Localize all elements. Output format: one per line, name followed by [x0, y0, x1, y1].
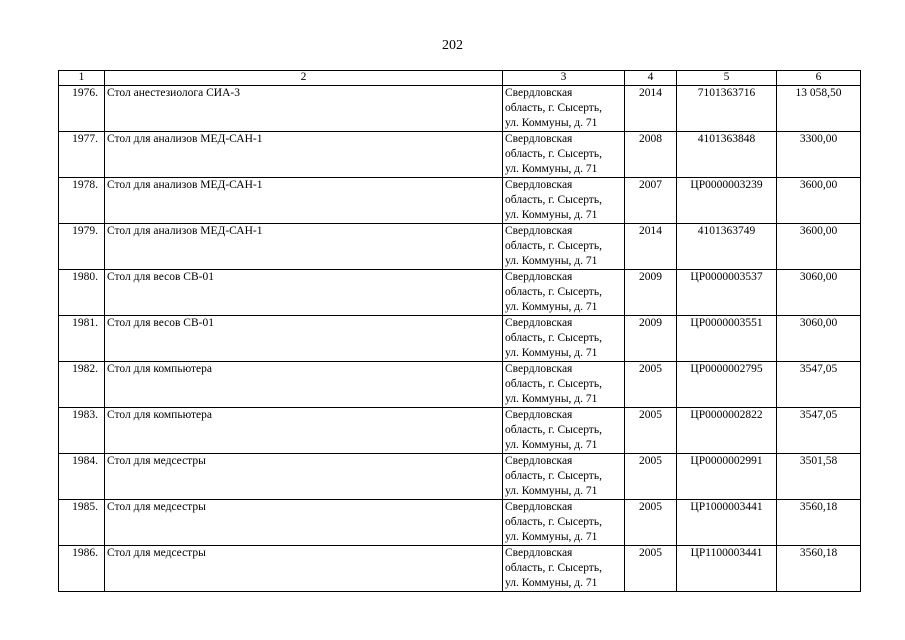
item-cost: 3560,18: [777, 500, 861, 546]
item-inventory-number: ЦР0000003239: [677, 178, 777, 224]
item-inventory-number: ЦР1100003441: [677, 546, 777, 592]
table-row: [59, 408, 861, 454]
item-address: Свердловская область, г. Сысерть, ул. Коммуны, д. 71: [503, 500, 625, 546]
item-year: 2005: [625, 546, 677, 592]
item-name: Стол для анализов МЕД-САН-1: [105, 178, 503, 224]
item-cost: 3560,18: [777, 546, 861, 592]
item-address: Свердловская область, г. Сысерть, ул. Коммуны, д. 71: [503, 408, 625, 454]
table-row: [59, 224, 861, 270]
column-header-4: 4: [625, 71, 677, 86]
item-inventory-number: ЦР0000002991: [677, 454, 777, 500]
item-address: Свердловская область, г. Сысерть, ул. Коммуны, д. 71: [503, 178, 625, 224]
page-number: 202: [442, 38, 463, 53]
column-header-1: 1: [59, 71, 105, 86]
item-name: Стол для весов СВ-01: [105, 316, 503, 362]
table-row: [59, 132, 861, 178]
item-inventory-number: ЦР0000003537: [677, 270, 777, 316]
property-registry-table: [58, 70, 861, 592]
item-cost: 3600,00: [777, 224, 861, 270]
item-cost: 3547,05: [777, 408, 861, 454]
item-address: Свердловская область, г. Сысерть, ул. Коммуны, д. 71: [503, 546, 625, 592]
item-name: Стол для весов СВ-01: [105, 270, 503, 316]
item-inventory-number: 4101363749: [677, 224, 777, 270]
item-name: Стол для компьютера: [105, 408, 503, 454]
item-name: Стол для анализов МЕД-САН-1: [105, 132, 503, 178]
row-number: 1981.: [59, 316, 105, 362]
row-number: 1980.: [59, 270, 105, 316]
item-cost: 3547,05: [777, 362, 861, 408]
item-name: Стол для медсестры: [105, 454, 503, 500]
row-number: 1983.: [59, 408, 105, 454]
item-year: 2014: [625, 86, 677, 132]
item-name: Стол для компьютера: [105, 362, 503, 408]
row-number: 1976.: [59, 86, 105, 132]
row-number: 1978.: [59, 178, 105, 224]
item-address: Свердловская область, г. Сысерть, ул. Коммуны, д. 71: [503, 454, 625, 500]
item-inventory-number: ЦР0000002822: [677, 408, 777, 454]
item-year: 2014: [625, 224, 677, 270]
item-cost: 3300,00: [777, 132, 861, 178]
item-name: Стол для медсестры: [105, 500, 503, 546]
row-number: 1977.: [59, 132, 105, 178]
column-header-5: 5: [677, 71, 777, 86]
item-address: Свердловская область, г. Сысерть, ул. Коммуны, д. 71: [503, 86, 625, 132]
item-year: 2007: [625, 178, 677, 224]
row-number: 1985.: [59, 500, 105, 546]
item-year: 2005: [625, 408, 677, 454]
item-name: Стол для анализов МЕД-САН-1: [105, 224, 503, 270]
row-number: 1986.: [59, 546, 105, 592]
item-address: Свердловская область, г. Сысерть, ул. Коммуны, д. 71: [503, 316, 625, 362]
column-header-3: 3: [503, 71, 625, 86]
item-address: Свердловская область, г. Сысерть, ул. Коммуны, д. 71: [503, 270, 625, 316]
item-address: Свердловская область, г. Сысерть, ул. Коммуны, д. 71: [503, 362, 625, 408]
item-inventory-number: 7101363716: [677, 86, 777, 132]
item-year: 2009: [625, 270, 677, 316]
table-row: [59, 500, 861, 546]
table-header-row: [59, 71, 861, 86]
item-cost: 3060,00: [777, 270, 861, 316]
item-inventory-number: ЦР1000003441: [677, 500, 777, 546]
table-row: [59, 362, 861, 408]
item-year: 2005: [625, 454, 677, 500]
item-year: 2008: [625, 132, 677, 178]
item-year: 2005: [625, 362, 677, 408]
column-header-2: 2: [105, 71, 503, 86]
row-number: 1984.: [59, 454, 105, 500]
item-address: Свердловская область, г. Сысерть, ул. Коммуны, д. 71: [503, 132, 625, 178]
item-inventory-number: ЦР0000003551: [677, 316, 777, 362]
table-row: [59, 270, 861, 316]
row-number: 1982.: [59, 362, 105, 408]
table-row: [59, 316, 861, 362]
item-cost: 3600,00: [777, 178, 861, 224]
item-year: 2009: [625, 316, 677, 362]
table-row: [59, 546, 861, 592]
table-row: [59, 178, 861, 224]
table-row: [59, 454, 861, 500]
item-inventory-number: ЦР0000002795: [677, 362, 777, 408]
item-inventory-number: 4101363848: [677, 132, 777, 178]
item-name: Стол для медсестры: [105, 546, 503, 592]
table-row: [59, 86, 861, 132]
item-address: Свердловская область, г. Сысерть, ул. Коммуны, д. 71: [503, 224, 625, 270]
item-cost: 3060,00: [777, 316, 861, 362]
item-name: Стол анестезиолога СИА-3: [105, 86, 503, 132]
item-cost: 13 058,50: [777, 86, 861, 132]
item-year: 2005: [625, 500, 677, 546]
row-number: 1979.: [59, 224, 105, 270]
item-cost: 3501,58: [777, 454, 861, 500]
column-header-6: 6: [777, 71, 861, 86]
